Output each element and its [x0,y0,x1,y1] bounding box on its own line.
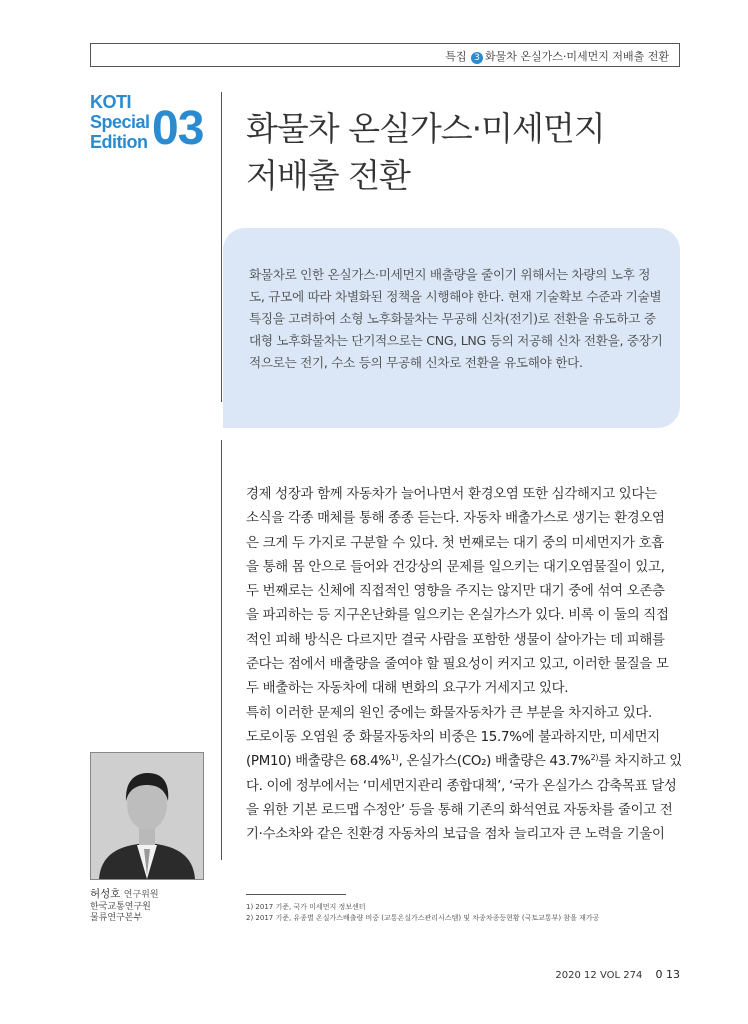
body-line: 두 번째로는 신체에 직접적인 영향을 주지는 않지만 대기 중에 섞여 오존층 [246,584,665,600]
body-line: 을 통해 몸 안으로 들어와 건강상의 문제를 일으키는 대기오염물질이 있고, [246,559,665,575]
body-line: 다. 이에 정부에서는 ‘미세먼지관리 종합대책’, ‘국가 온실가스 감축목표 달성 [246,778,677,794]
label-line-edition: Edition [90,132,148,152]
author-portrait-image [91,753,203,879]
author-org-line-2: 물류연구본부 [90,913,143,923]
footnotes [246,902,599,924]
edition-number: 03 [152,102,204,155]
divider-vertical-top [221,92,222,402]
body-line: 기·수소차와 같은 친환경 자동차의 보급을 점차 늘리고자 큰 노력을 기울이 [246,827,665,843]
body-line: 두 배출하는 자동차에 대해 변화의 요구가 거세지고 있다. [246,681,569,697]
summary-line: 도, 규모에 따라 차별화된 정책을 시행해야 한다. 현재 기술확보 수준과 기술별 [249,289,662,304]
header-prefix: 특집 [445,50,467,63]
body-line-with-footnotes [246,750,682,774]
footnote-ref-1[interactable]: 1) [390,753,399,763]
body-line: 은 크게 두 가지로 구분할 수 있다. 첫 번째로는 대기 중의 미세먼지가 호흡 [246,535,664,551]
summary-line: 대형 노후화물차는 단기적으로는 CNG, LNG 등의 저공해 신차 전환을, 중장기 [249,333,663,348]
author-role: 연구위원 [123,890,159,900]
body-line: 소식을 각종 매체를 통해 종종 듣는다. 자동차 배출가스로 생기는 환경오염 [246,511,665,527]
author-organization [90,902,151,924]
label-line-koti: KOTI [90,92,131,112]
body-line: 특히 이러한 문제의 원인 중에는 화물자동차가 큰 부분을 차지하고 있다. [246,705,652,721]
running-header [90,43,680,67]
divider-vertical-bottom [221,440,222,860]
footnote-1: 1) 2017 기준, 국가 미세먼지 정보센터 [246,903,366,911]
author-name-text: 허성호 [90,888,121,900]
body-line: 적인 피해 방식은 다르지만 결국 사람을 포함한 생물이 살아가는 데 피해를 [246,632,665,648]
page-number: 0 13 [655,968,680,981]
body-line: 을 위한 기본 로드맵 수정안’ 등을 통해 기존의 화석연료 자동차를 줄이고 전 [246,802,673,818]
summary-line: 화물차로 인한 온실가스·미세먼지 배출량을 줄이기 위해서는 차량의 노후 정 [249,267,651,282]
body-line: 도로이동 오염원 중 화물자동차의 비중은 15.7%에 불과하지만, 미세먼지 [246,729,660,745]
body-line: 준다는 점에서 배출량을 줄여야 할 필요성이 커지고 있고, 이러한 물질을 모 [246,657,669,673]
article-title [246,105,666,199]
footnote-ref-2[interactable]: 2) [590,753,599,763]
special-edition-label [90,92,150,152]
summary-box [223,228,680,428]
title-line-1: 화물차 온실가스·미세먼지 [246,109,605,148]
body-fragment: (PM10) 배출량은 68.4% [246,754,391,770]
label-line-special: Special [90,112,150,132]
summary-line: 특징을 고려하여 소형 노후화물차는 무공해 신차(전기)로 전환을 유도하고 중 [249,311,656,326]
summary-line: 적으로는 전기, 수소 등의 무공해 신차로 전환을 유도해야 한다. [249,355,583,370]
footnote-2: 2) 2017 기준, 유종별 온실가스배출량 비중 (교통온실가스관리시스템) 및 차종차종등현황 (국토교통부) 참을 재가공 [246,914,600,922]
running-header-text [445,48,669,64]
header-number-badge: 3 [471,52,483,64]
summary-text [249,264,663,374]
body-fragment: 를 차지하고 있 [598,754,682,770]
author-org-line-1: 한국교통연구원 [90,902,151,912]
body-line: 을 파괴하는 등 지구온난화를 일으키는 온실가스가 있다. 비록 이 둘의 직접 [246,608,669,624]
footnote-divider [246,894,346,895]
body-fragment: , 온실가스(CO₂) 배출량은 43.7% [398,754,591,770]
issue-info: 2020 12 VOL 274 [555,970,643,981]
header-title: 화물차 온실가스·미세먼지 저배출 전환 [484,50,669,63]
article-body [246,483,682,847]
body-line: 경제 성장과 함께 자동차가 늘어나면서 환경오염 또한 심각해지고 있다는 [246,487,657,502]
page-footer [555,968,680,981]
author-name [90,886,159,901]
title-line-2: 저배출 전환 [246,156,410,195]
author-photo [90,752,204,880]
